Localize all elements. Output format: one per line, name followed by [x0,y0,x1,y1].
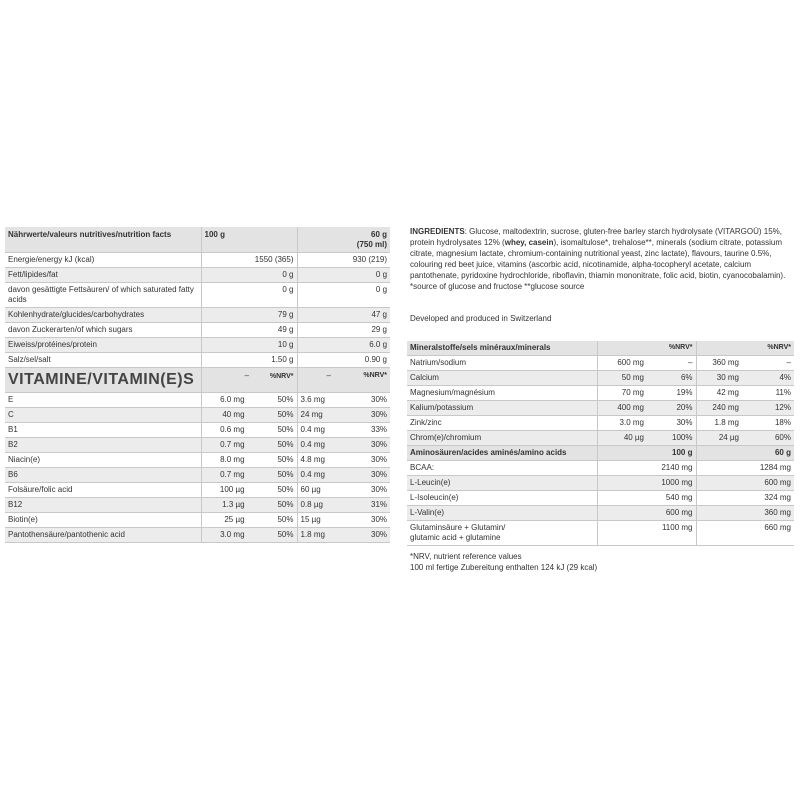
footnote [410,551,597,573]
vitamin-nrv-100g: 50% [277,500,294,509]
vitamin-nrv-60g: 31% [334,498,390,513]
nutrition-header-60g-line1: 60 g [371,230,388,239]
vitamin-amount-100g-value: 0.7 mg [220,440,245,449]
glutamine-label [407,521,597,546]
vitamin-name: E [5,393,201,408]
glutamine-100g: 1100 mg [597,521,696,546]
footnote-preparation: 100 ml fertige Zubereitung enthalten 124 kJ (29 kcal) [410,563,598,572]
amino-value-100g: 2140 mg [597,461,696,476]
amino-name: BCAA: [407,461,597,476]
amino-value-60g: 324 mg [696,491,794,506]
mineral-amount-100g: 70 mg [597,386,647,401]
mineral-amount-100g: 600 mg [597,356,647,371]
vitamin-amount-60g: 15 µg [297,513,334,528]
nutrition-table [5,227,390,543]
vitamin-nrv-100g: 50% [277,395,294,404]
vitamin-amount-100g-value: 100 µg [219,485,245,494]
mineral-name: Calcium [407,371,597,386]
nutrition-label: Fett/lipides/fat [5,268,201,283]
mineral-row [407,416,794,431]
mineral-row [407,386,794,401]
ingredients-text-2: ), isomaltulose*, trehalose**, minerals (sodium citrate, potassium citrate, magnesium lactate, chromium-containing nutritional yeast, zinc lactate), flavours, taurine 0.5%, colouring red beet juice, vitamins (ascorbic acid, nicotinamide, alpha-tocopheryl acetate, calcium pantothenate, pyridoxine hydrochloride, riboflavin, thiamin mononitrate, folic acid, biotin, cyanocobalamin). *source of glucose and fructose **glucose source [410,238,786,291]
nutrition-value-60g: 29 g [297,323,390,338]
nutrition-label: Eiweiss/protéines/protein [5,338,201,353]
vitamin-row [5,393,390,408]
vitamins-header-col1 [201,368,297,393]
vitamin-name: B1 [5,423,201,438]
vitamin-nrv-60g: 30% [334,483,390,498]
mineral-nrv-100g: – [647,356,696,371]
mineral-amount-100g: 50 mg [597,371,647,386]
vitamin-nrv-60g: 33% [334,423,390,438]
nutrition-value-60g: 47 g [297,308,390,323]
vitamin-amount-100g-value: 8.0 mg [220,455,245,464]
mineral-amount-100g: 40 µg [597,431,647,446]
nutrition-header-row [5,227,390,253]
nutrition-value-100g: 49 g [201,323,297,338]
vitamin-nrv-60g: 30% [334,513,390,528]
glutamine-60g: 660 mg [696,521,794,546]
vitamin-amount-60g: 0.4 mg [297,438,334,453]
mineral-amount-100g: 3.0 mg [597,416,647,431]
mineral-nrv-100g: 30% [647,416,696,431]
ingredients-text [410,226,798,292]
vitamin-amount-60g: 0.4 mg [297,468,334,483]
ingredients-text-1: : Glucose, maltodextrin, sucrose, gluten-free barley starch hydrolysate (VITARGOÜ) 15%, protein hydrolysates 12% ( [410,227,782,247]
vitamins-dash-1: – [244,371,249,380]
vitamin-row [5,453,390,468]
vitamin-amount-100g-value: 6.0 mg [220,395,245,404]
vitamin-amount-60g: 60 µg [297,483,334,498]
developed-note: Developed and produced in Switzerland [410,314,552,323]
nutrition-header-60g [297,227,390,253]
mineral-row [407,431,794,446]
nutrition-label: davon Zuckerarten/of which sugars [5,323,201,338]
vitamin-row [5,483,390,498]
amino-row [407,506,794,521]
nutrition-row [5,268,390,283]
minerals-header-nrv-2: %NRV* [742,341,794,356]
nutrition-row [5,353,390,368]
mineral-name: Zink/zinc [407,416,597,431]
amino-name: L-Valin(e) [407,506,597,521]
vitamins-title: VITAMINE/VITAMIN(E)S [5,368,201,393]
mineral-amount-60g: 24 µg [696,431,742,446]
mineral-row [407,371,794,386]
nutrition-row [5,283,390,308]
mineral-name: Magnesium/magnésium [407,386,597,401]
amino-value-60g: 1284 mg [696,461,794,476]
vitamin-nrv-100g: 50% [277,470,294,479]
vitamin-nrv-60g: 30% [334,393,390,408]
mineral-nrv-60g: 60% [742,431,794,446]
vitamin-amount-100g-value: 0.6 mg [220,425,245,434]
nutrition-header-100g: 100 g [201,227,297,253]
vitamin-row [5,408,390,423]
nutrition-row [5,338,390,353]
vitamin-amount-100g [201,483,297,498]
nutrition-header-60g-line2: (750 ml) [356,240,388,249]
nutrition-value-60g: 0 g [297,268,390,283]
mineral-nrv-60g: – [742,356,794,371]
nutrition-value-60g: 6.0 g [297,338,390,353]
mineral-nrv-60g: 11% [742,386,794,401]
vitamins-nrv-2: %NRV* [334,368,390,393]
mineral-name: Kalium/potassium [407,401,597,416]
vitamins-nrv-1: %NRV* [269,373,294,380]
amino-value-100g: 540 mg [597,491,696,506]
amino-name: L-Leucin(e) [407,476,597,491]
nutrition-label: davon gesättigte Fettsäuren/ of which saturated fatty acids [5,283,201,308]
vitamin-amount-100g-value: 3.0 mg [220,530,245,539]
amino-header-60g: 60 g [696,446,794,461]
vitamin-amount-100g-value: 40 mg [222,410,245,419]
amino-name: L-Isoleucin(e) [407,491,597,506]
vitamin-name: Folsäure/folic acid [5,483,201,498]
vitamin-nrv-100g: 50% [277,410,294,419]
vitamin-name: C [5,408,201,423]
amino-row [407,461,794,476]
mineral-name: Natrium/sodium [407,356,597,371]
mineral-row [407,401,794,416]
amino-row [407,491,794,506]
vitamin-amount-100g [201,453,297,468]
mineral-name: Chrom(e)/chromium [407,431,597,446]
vitamin-amount-60g: 24 mg [297,408,334,423]
vitamin-amount-100g-value: 1.3 µg [222,500,245,509]
vitamin-name: Biotin(e) [5,513,201,528]
ingredients-allergens: whey, casein [504,238,554,247]
vitamin-nrv-60g: 30% [334,438,390,453]
vitamin-nrv-60g: 30% [334,528,390,543]
vitamin-nrv-60g: 30% [334,408,390,423]
nutrition-value-100g: 0 g [201,268,297,283]
vitamin-row [5,438,390,453]
amino-header-100g: 100 g [597,446,696,461]
vitamin-name: B2 [5,438,201,453]
mineral-amount-60g: 30 mg [696,371,742,386]
nutrition-row [5,323,390,338]
amino-header-row [407,446,794,461]
nutrition-value-100g: 10 g [201,338,297,353]
amino-value-60g: 600 mg [696,476,794,491]
minerals-header-blank-2 [696,341,742,356]
nutrition-value-60g: 0.90 g [297,353,390,368]
vitamin-row [5,468,390,483]
mineral-nrv-100g: 100% [647,431,696,446]
vitamin-nrv-100g: 50% [277,515,294,524]
vitamin-amount-60g: 3.6 mg [297,393,334,408]
minerals-table [407,341,794,546]
vitamin-nrv-100g: 50% [277,455,294,464]
mineral-nrv-100g: 19% [647,386,696,401]
vitamin-amount-100g [201,513,297,528]
vitamin-name: B12 [5,498,201,513]
vitamin-amount-60g: 1.8 mg [297,528,334,543]
vitamin-amount-100g [201,423,297,438]
vitamin-amount-100g [201,408,297,423]
amino-row [407,476,794,491]
nutrition-value-100g: 79 g [201,308,297,323]
mineral-nrv-60g: 4% [742,371,794,386]
vitamin-nrv-100g: 50% [277,485,294,494]
glutamine-row [407,521,794,546]
vitamin-row [5,513,390,528]
nutrition-value-100g: 1550 (365) [201,253,297,268]
nutrition-label: Salz/sel/salt [5,353,201,368]
mineral-nrv-100g: 20% [647,401,696,416]
glutamine-label-line2: glutamic acid + glutamine [410,533,501,542]
mineral-amount-60g: 1.8 mg [696,416,742,431]
vitamin-nrv-100g: 50% [277,440,294,449]
nutrition-row [5,308,390,323]
mineral-amount-60g: 42 mg [696,386,742,401]
nutrition-value-100g: 0 g [201,283,297,308]
amino-value-100g: 600 mg [597,506,696,521]
nutrition-row [5,253,390,268]
vitamin-amount-100g [201,393,297,408]
vitamin-row [5,423,390,438]
vitamin-nrv-60g: 30% [334,453,390,468]
vitamins-header-row [5,368,390,393]
vitamin-amount-100g [201,468,297,483]
vitamin-amount-100g [201,528,297,543]
minerals-header-label: Mineralstoffe/sels minéraux/minerals [407,341,597,356]
nutrition-value-100g: 1.50 g [201,353,297,368]
mineral-amount-60g: 360 mg [696,356,742,371]
mineral-amount-100g: 400 mg [597,401,647,416]
vitamin-nrv-60g: 30% [334,468,390,483]
vitamin-name: Pantothensäure/pantothenic acid [5,528,201,543]
nutrition-label: Energie/energy kJ (kcal) [5,253,201,268]
vitamin-amount-100g-value: 25 µg [224,515,245,524]
amino-value-100g: 1000 mg [597,476,696,491]
vitamin-row [5,528,390,543]
mineral-nrv-60g: 12% [742,401,794,416]
mineral-nrv-100g: 6% [647,371,696,386]
glutamine-label-line1: Glutaminsäure + Glutamin/ [410,523,506,532]
vitamin-amount-60g: 0.4 mg [297,423,334,438]
nutrition-value-60g: 0 g [297,283,390,308]
vitamins-dash-2: – [297,368,334,393]
amino-header-label: Aminosäuren/acides aminés/amino acids [407,446,597,461]
nutrition-header-label: Nährwerte/valeurs nutritives/nutrition facts [5,227,201,253]
minerals-header-blank-1 [597,341,647,356]
minerals-header-nrv-1: %NRV* [647,341,696,356]
vitamin-row [5,498,390,513]
mineral-nrv-60g: 18% [742,416,794,431]
mineral-amount-60g: 240 mg [696,401,742,416]
vitamin-amount-60g: 4.8 mg [297,453,334,468]
nutrition-label: Kohlenhydrate/glucides/carbohydrates [5,308,201,323]
amino-value-60g: 360 mg [696,506,794,521]
vitamin-amount-100g [201,438,297,453]
vitamin-name: Niacin(e) [5,453,201,468]
vitamin-nrv-100g: 50% [277,425,294,434]
footnote-nrv: *NRV, nutrient reference values [410,552,522,561]
vitamin-amount-60g: 0.8 µg [297,498,334,513]
vitamin-name: B6 [5,468,201,483]
vitamin-nrv-100g: 50% [277,530,294,539]
vitamin-amount-100g-value: 0.7 mg [220,470,245,479]
ingredients-label: INGREDIENTS [410,227,465,236]
nutrition-value-60g: 930 (219) [297,253,390,268]
vitamin-amount-100g [201,498,297,513]
minerals-header-row [407,341,794,356]
mineral-row [407,356,794,371]
